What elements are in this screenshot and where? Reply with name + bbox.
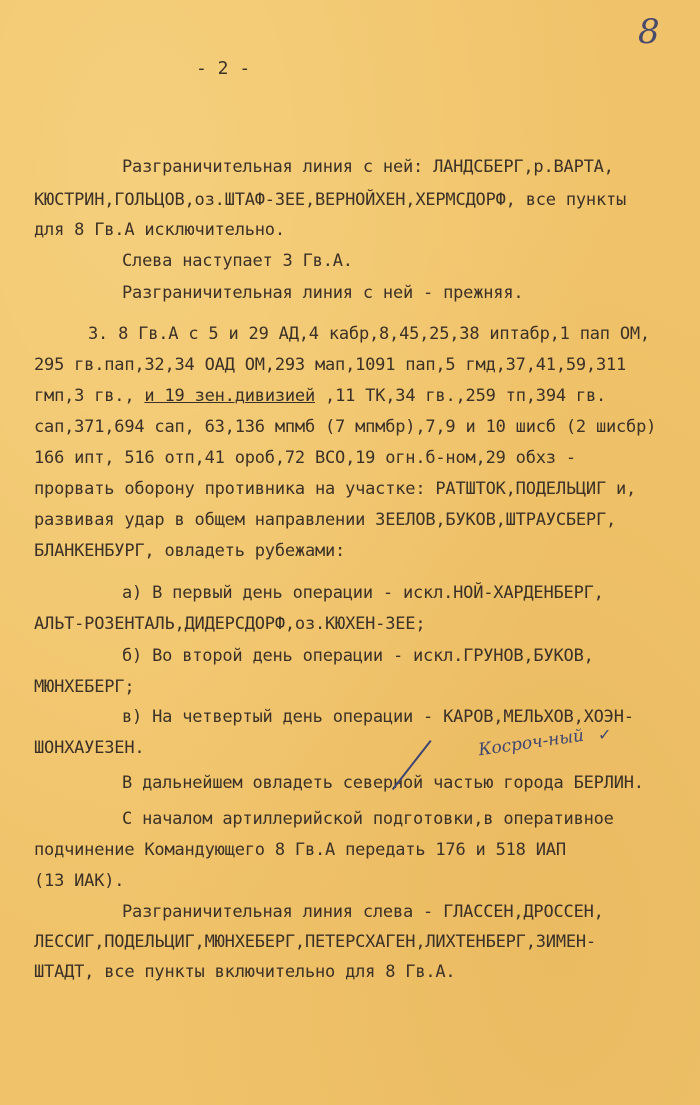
text-line: Слева наступает 3 Гв.А. (122, 251, 353, 271)
text-line: Разграничительная линия слева - ГЛАССЕН,ДРОССЕН, (122, 902, 604, 922)
text-line: сап,371,694 сап, 63,136 мпмб (7 мпмбр),7,9 и 10 шисб (2 шисбр) (34, 417, 657, 437)
text-line: а) В первый день операции - искл.НОЙ-ХАРДЕНБЕРГ, (122, 583, 604, 603)
text-line: Разграничительная линия с ней: ЛАНДСБЕРГ,р.ВАРТА, (122, 157, 614, 177)
text-line (34, 386, 606, 406)
sheet-number: 8 (638, 12, 660, 52)
text-line: б) Во второй день операции - искл.ГРУНОВ,БУКОВ, (122, 646, 594, 666)
text-line: АЛЬТ-РОЗЕНТАЛЬ,ДИДЕРСДОРФ,оз.КЮХЕН-ЗЕЕ; (34, 614, 426, 634)
text-line: для 8 Гв.А исключительно. (34, 220, 285, 240)
text-line: в) На четвертый день операции - КАРОВ,МЕЛЬХОВ,ХОЭН- (122, 707, 634, 727)
text-line: 295 гв.пап,32,34 ОАД ОМ,293 мап,1091 пап,5 гмд,37,41,59,311 (34, 355, 627, 375)
underlined-fragment: и 19 зен.дивизией (144, 386, 315, 406)
text-line: Разграничительная линия с ней - прежняя. (122, 283, 524, 303)
text-line: 166 ипт, 516 отп,41 ороб,72 ВСО,19 огн.б-ном,29 обхз - (34, 448, 576, 468)
text-line: ШОНХАУЕЗЕН. (34, 738, 145, 758)
text-line: КЮСТРИН,ГОЛЬЦОВ,оз.ШТАФ-ЗЕЕ,ВЕРНОЙХЕН,ХЕРМСДОРФ, все пункты (34, 190, 627, 210)
text-line: ЛЕССИГ,ПОДЕЛЬЦИГ,МЮНХЕБЕРГ,ПЕТЕРСХАГЕН,ЛИХТЕНБЕРГ,ЗИМЕН- (34, 932, 596, 952)
check-mark-icon: ✓ (598, 725, 612, 744)
text-line: МЮНХЕБЕРГ; (34, 677, 135, 697)
text-line: развивая удар в общем направлении ЗЕЕЛОВ,БУКОВ,ШТРАУСБЕРГ, (34, 510, 617, 530)
text-line: подчинение Командующего 8 Гв.А передать 176 и 518 ИАП (34, 840, 566, 860)
text-line: 3. 8 Гв.А с 5 и 29 АД,4 кабр,8,45,25,38 иптабр,1 пап ОМ, (88, 324, 650, 344)
text-line: прорвать оборону противника на участке: РАТШТОК,ПОДЕЛЬЦИГ и, (34, 479, 637, 499)
text-line: С началом артиллерийской подготовки,в оперативное (122, 809, 614, 829)
text-line: (13 ИАК). (34, 871, 125, 891)
handwritten-annotation: Косроч-ный (477, 725, 586, 761)
text-fragment: ,11 ТК,34 гв.,259 тп,394 гв. (325, 386, 607, 406)
text-line: ШТАДТ, все пункты включительно для 8 Гв.А. (34, 962, 456, 982)
page-number: - 2 - (196, 58, 251, 79)
text-fragment: гмп,3 гв., (34, 386, 135, 406)
text-line: В дальнейшем овладеть северной частью города БЕРЛИН. (122, 773, 644, 793)
text-line: БЛАНКЕНБУРГ, овладеть рубежами: (34, 541, 346, 561)
